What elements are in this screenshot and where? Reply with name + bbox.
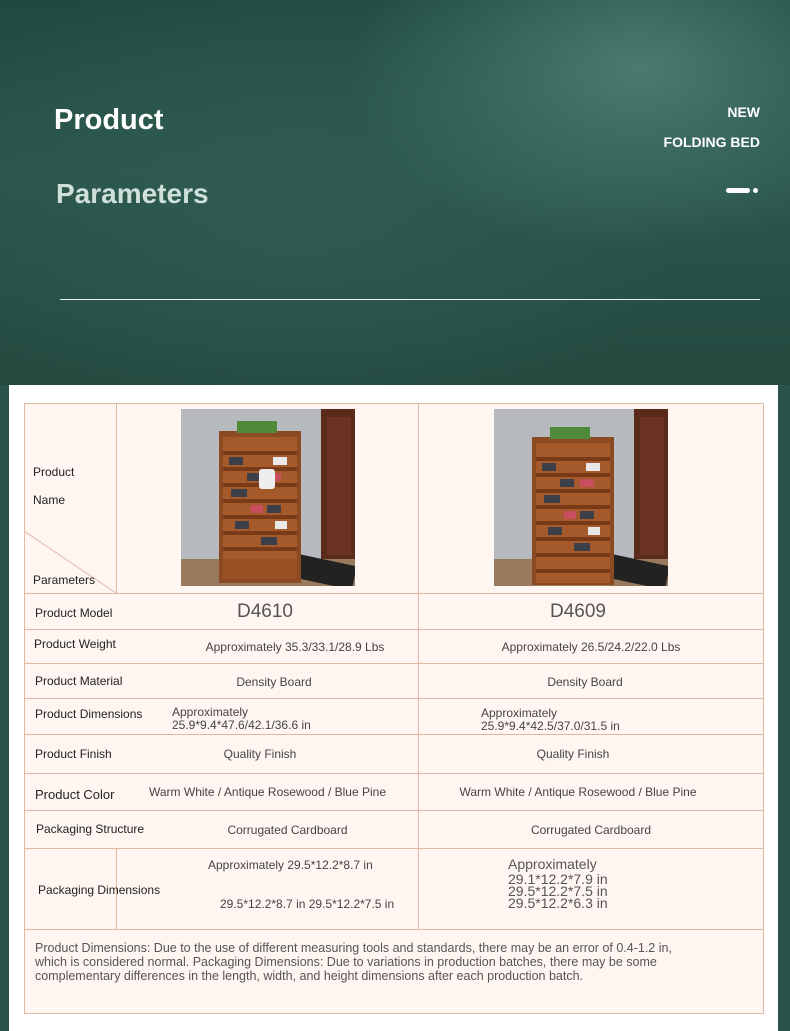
row-label-finish: Product Finish	[35, 747, 112, 761]
product-1-pack-dimensions-line2: 29.5*12.2*8.7 in 29.5*12.2*7.5 in	[220, 897, 395, 911]
product-1-material: Density Board	[236, 674, 312, 689]
corner-label-parameters: Parameters	[33, 573, 96, 587]
product-2-pack-dimensions-line4: 29.5*12.2*6.3 in	[508, 895, 608, 911]
product-1-dimensions-line2: 25.9*9.4*47.6/42.1/36.6 in	[172, 718, 311, 732]
product-1-pack-structure: Corrugated Cardboard	[227, 822, 348, 837]
hero-banner	[0, 0, 790, 385]
product-2-pack-structure: Corrugated Cardboard	[530, 822, 652, 837]
product-image-d4609	[494, 409, 668, 586]
product-2-pack-dimensions-line3: 29.5*12.2*7.5 in	[508, 883, 608, 899]
row-label-dimensions: Product Dimensions	[35, 707, 143, 721]
row-label-pack-structure: Packaging Structure	[36, 822, 145, 836]
product-2-weight: Approximately 26.5/24.2/22.0 Lbs	[501, 640, 681, 654]
row-divider	[24, 929, 763, 930]
product-1-model: D4610	[237, 601, 293, 622]
decor-dot	[753, 188, 758, 193]
hero-title-product: Product	[54, 104, 164, 136]
product-2-pack-dimensions-line1: Approximately	[508, 856, 597, 872]
product-2-color: Warm White / Antique Rosewood / Blue Pine	[459, 785, 697, 799]
product-1-color: Warm White / Antique Rosewood / Blue Pine	[149, 785, 386, 799]
product-1-dimensions-line1: Approximately	[172, 705, 249, 719]
hero-tag-folding-bed: FOLDING BED	[663, 134, 760, 150]
dimensions-disclaimer: Product Dimensions: Due to the use of different measuring tools and standards, there may be an error of 0.4-1.2 in, which is considered normal. Packaging Dimensions: Due to variations in production batches, there may be some complementary differences in the length, width, and height dimensions after each production batch.	[35, 941, 672, 983]
corner-label-name: Name	[33, 493, 66, 507]
row-label-weight: Product Weight	[34, 637, 116, 651]
product-2-pack-dimensions-line2: 29.1*12.2*7.9 in	[508, 871, 608, 887]
decor-dash	[726, 188, 750, 193]
hero-divider	[60, 299, 760, 300]
product-1-weight: Approximately 35.3/33.1/28.9 Lbs	[205, 640, 385, 654]
product-2-model: D4609	[550, 601, 606, 622]
row-label-model: Product Model	[35, 606, 113, 620]
row-label-pack-dimensions: Packaging Dimensions	[38, 883, 161, 897]
row-divider	[24, 848, 763, 849]
product-2-dimensions-line2: 25.9*9.4*42.5/37.0/31.5 in	[481, 719, 620, 733]
product-image-d4610	[181, 409, 355, 586]
product-2-material: Density Board	[547, 674, 623, 689]
corner-label-product: Product	[33, 465, 75, 479]
product-1-finish: Quality Finish	[223, 747, 297, 761]
row-label-color: Product Color	[35, 787, 115, 802]
product-2-dimensions-line1: Approximately	[481, 706, 558, 720]
hero-title-parameters: Parameters	[56, 178, 209, 209]
product-1-pack-dimensions-line1: Approximately 29.5*12.2*8.7 in	[208, 858, 373, 872]
product-2-finish: Quality Finish	[536, 747, 610, 761]
hero-tag-new: NEW	[727, 104, 760, 120]
row-label-material: Product Material	[35, 674, 123, 688]
